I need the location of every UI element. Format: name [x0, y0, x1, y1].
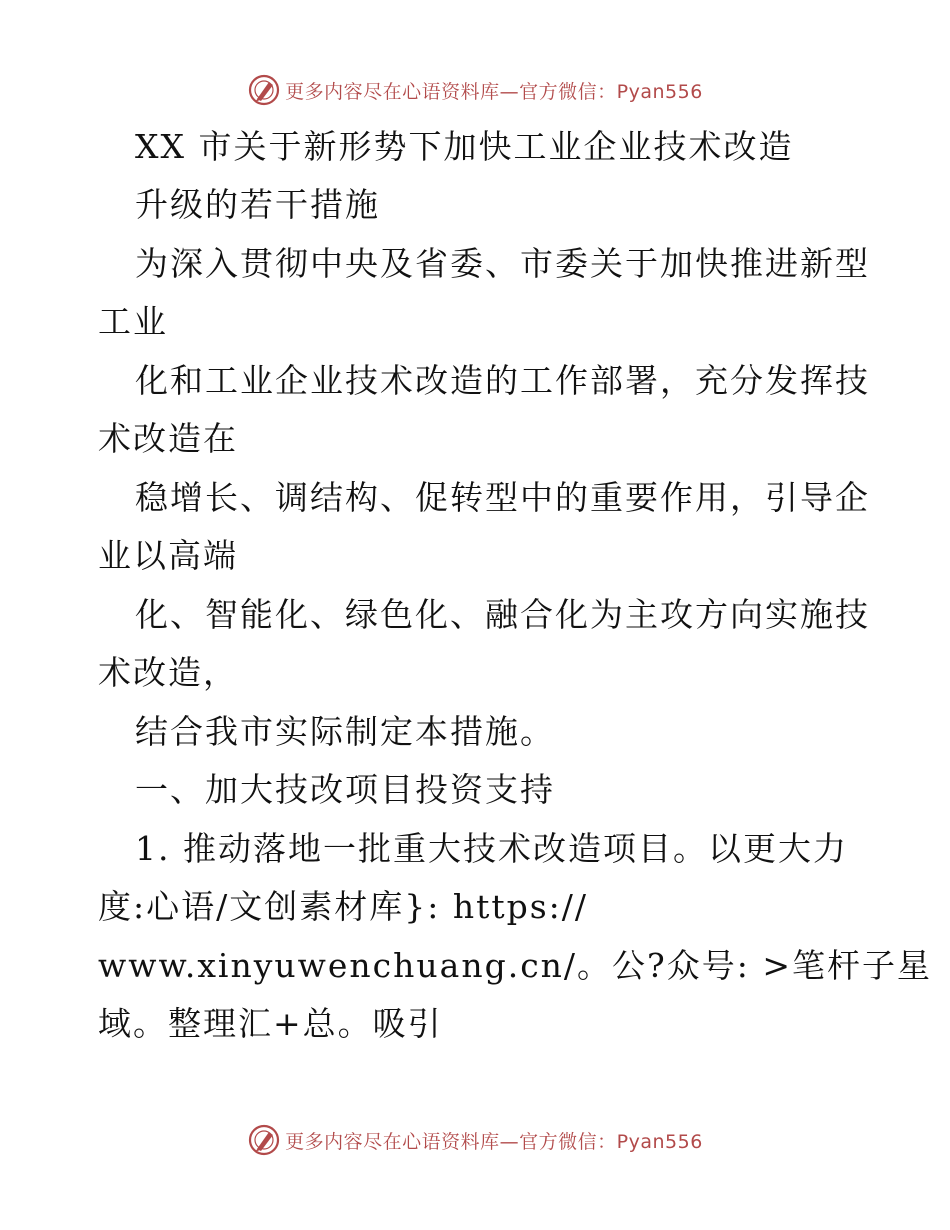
document-title-line-2: 升级的若干措施 — [135, 185, 380, 224]
pen-nib-logo-icon — [247, 73, 281, 107]
watermark-contact: 官方微信：Pyan556 — [519, 80, 703, 103]
watermark-text — [285, 77, 703, 104]
paragraph-line: 度:心语/文创素材库}: https:// — [98, 887, 589, 926]
paragraph-line: 术改造在 — [98, 419, 238, 458]
watermark-main: 更多内容尽在心语资料库 — [285, 80, 500, 103]
paragraph-line: 域。整理汇+总。吸引 — [98, 1004, 443, 1043]
pen-nib-logo-icon — [247, 1123, 281, 1157]
watermark-contact: 官方微信：Pyan556 — [519, 1130, 703, 1153]
paragraph-line: 业以高端 — [98, 536, 238, 575]
paragraph-line: 术改造， — [98, 653, 238, 692]
watermark-separator: — — [499, 1130, 520, 1153]
paragraph-line: 工业 — [98, 302, 168, 341]
document-title-line-1: XX 市关于新形势下加快工业企业技术改造 — [135, 127, 794, 166]
watermark-text — [285, 1127, 703, 1154]
watermark-main: 更多内容尽在心语资料库 — [285, 1130, 500, 1153]
paragraph-line: 稳增长、调结构、促转型中的重要作用，引导企 — [135, 478, 870, 517]
paragraph-line: 化和工业企业技术改造的工作部署，充分发挥技 — [135, 361, 870, 400]
watermark-separator: — — [499, 80, 520, 103]
section-heading: 一、加大技改项目投资支持 — [135, 770, 555, 809]
paragraph-line: 1. 推动落地一批重大技术改造项目。以更大力 — [135, 829, 848, 868]
paragraph-line: www.xinyuwenchuang.cn/。公?众号: >笔杆子星 — [98, 946, 932, 985]
paragraph-line: 结合我市实际制定本措施。 — [135, 712, 555, 751]
paragraph-line: 化、智能化、绿色化、融合化为主攻方向实施技 — [135, 595, 870, 634]
paragraph-line: 为深入贯彻中央及省委、市委关于加快推进新型 — [135, 244, 870, 283]
header-watermark — [0, 72, 950, 108]
footer-watermark — [0, 1122, 950, 1158]
